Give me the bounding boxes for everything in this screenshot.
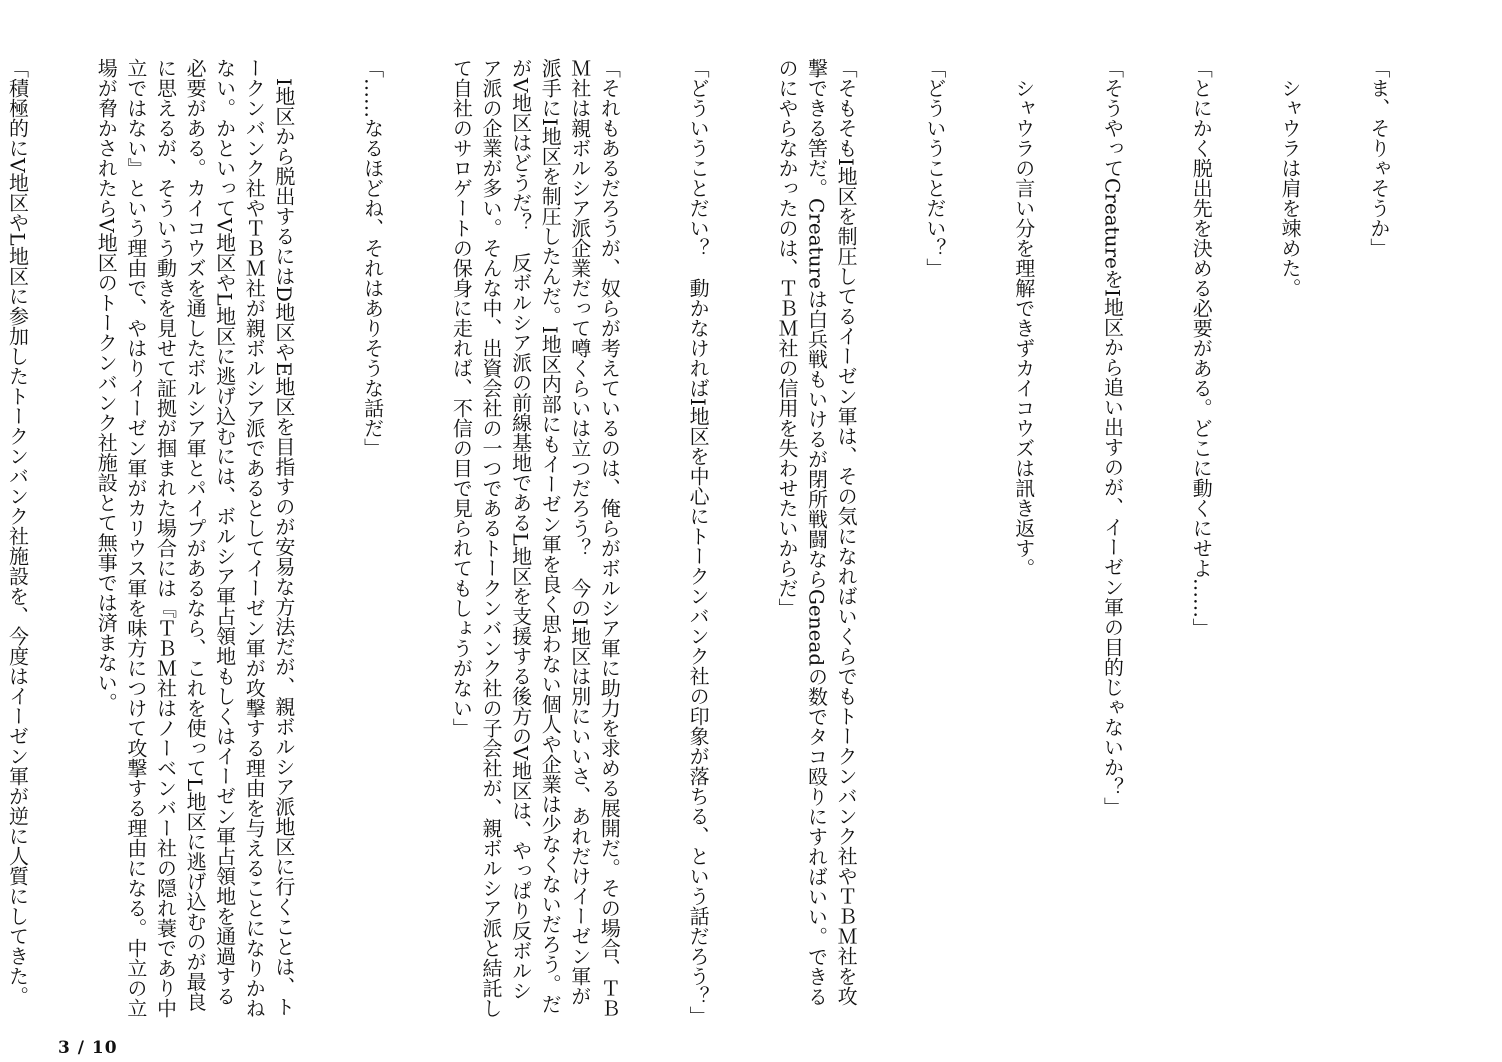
paragraph: 「どういうことだい？ 動かなければI地区を中心にトークンバンク社の印象が落ちる、という話だろう？」 xyxy=(686,58,711,1026)
paragraph: 「積極的にV地区やL地区に参加したトークンバンク社施設を、今度はイーゼン軍が逆に人質にしてきた。 xyxy=(5,58,30,1006)
paragraph: I地区から脱出するにはD地区やE地区を目指すのが安易な方法だが、親ボルシア派地区に行くことは、トークンバンク社やＴＢＭ社が親ボルシア派であるとしてイーゼン軍が攻撃する理由を与えることになりかねない。かといってV地区やL地区に逃げ込むには、ボルシア軍占領地もしくはイーゼン軍占領地を通過する必要がある。カイコウズを通したボルシア軍とパイプがあるなら、これを使ってL地区に逃げ込むのが最良に思えるが、そういう動きを見せて証拠が掴まれた場合には『ＴＢＭ社はノーベンバー社の隠れ蓑であり中立ではない』という理由で、やはりイーゼン軍がカリウス軍を味方につけて攻撃する理由になる。中立の立場が脅かされたらV地区のトークンバンク社施設とて無事では済まない。 xyxy=(94,58,296,1018)
paragraph: シャウラの言い分を理解できずカイコウズは訊き返す。 xyxy=(1011,78,1036,578)
paragraph: 「とにかく脱出先を決める必要がある。どこに動くにせよ……」 xyxy=(1189,58,1214,638)
paragraph: 「それもあるだろうが、奴らが考えているのは、俺らがボルシア軍に助力を求める展開だ。その場合、ＴＢＭ社は親ボルシア派企業だって噂くらいは立つだろう？ 今のI地区は別にいいさ、あれだけイーゼン軍が派手にI地区を制圧したんだ。I地区内部にもイーゼン軍を良く思わない個人や企業は少なくないだろう。だがV地区はどうだ？ 反ボルシア派の前線基地であるL地区を支援する後方のV地区は、やっぱり反ボルシア派の企業が多い。そんな中、出資会社の一つであるトークンバンク社の子会社が、親ボルシア派と結託して自社のサロゲートの保身に走れば、不信の目で見られてもしょうがない」 xyxy=(449,58,622,1018)
paragraph: シャウラは肩を竦めた。 xyxy=(1278,78,1303,298)
paragraph: 「どういうことだい？」 xyxy=(922,58,947,278)
vertical-text-body xyxy=(5,58,1452,1026)
paragraph: 「……なるほどね、それはありそうな話だ」 xyxy=(360,58,385,458)
paragraph: 「そもそもI地区を制圧してるイーゼン軍は、その気になればいくらでもトークンバンク社やＴＢＭ社を攻撃できる筈だ。Creatureは白兵戦もいけるが閉所戦闘ならGeneadの数でタコ殴りにすればいい。できるのにやらなかったのは、ＴＢＭ社の信用を失わせたいからだ」 xyxy=(774,58,859,1007)
page-number: 3 / 10 xyxy=(58,1038,118,1058)
paragraph: 「そうやってCreatureをI地区から追い出すのが、イーゼン軍の目的じゃないか？」 xyxy=(1100,58,1125,817)
paragraph: 「ま、そりゃそうか」 xyxy=(1366,58,1391,258)
